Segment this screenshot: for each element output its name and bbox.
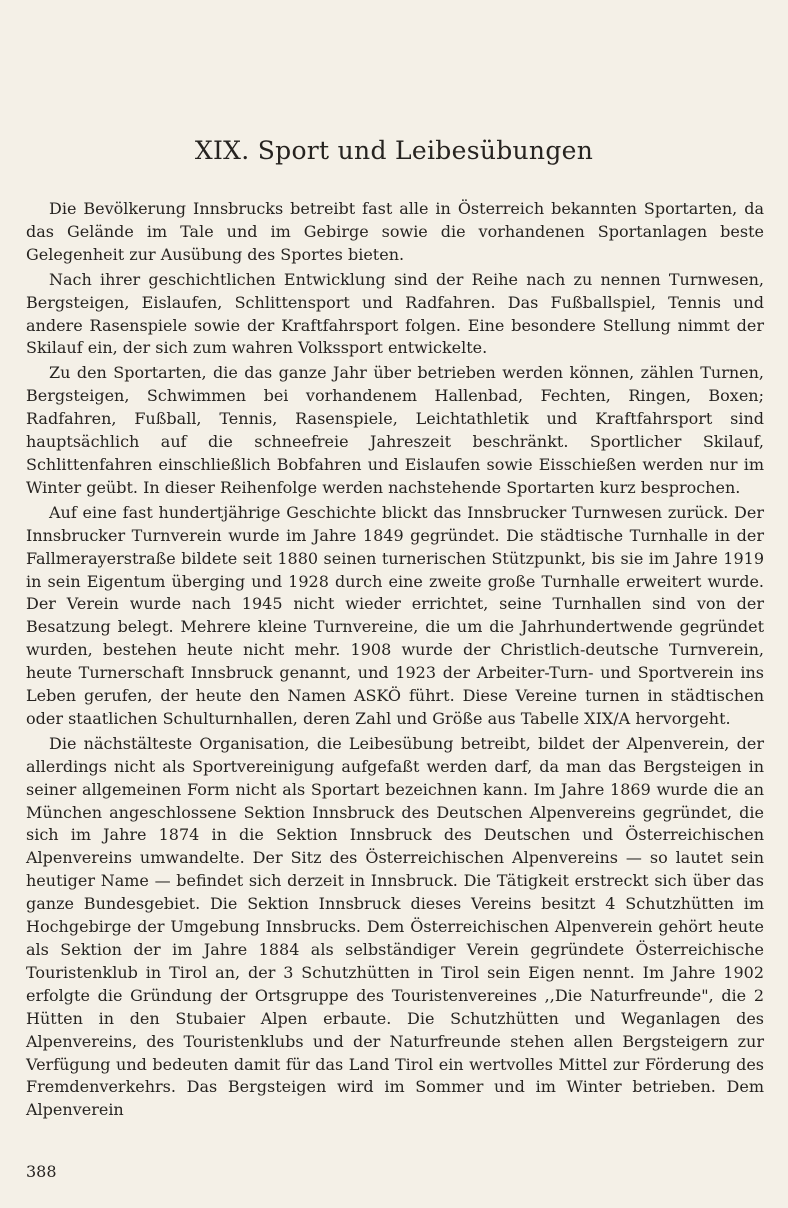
paragraph: Auf eine fast hundertjährige Geschichte blickt das Innsbrucker Turnwesen zurück. Der Innsbrucker Turnverein wurde im Jahre 1849 gegründet. Die städtische Turnhalle in der Fallmerayerstraße bildete seit 1880 seinen turnerischen Stützpunkt, bis sie im Jahre 1919 in sein Eigentum überging und 1928 durch eine zweite große Turnhalle erweitert wurde. Der Verein wurde nach 1945 nicht wieder errichtet, seine Turnhallen sind von der Besatzung belegt. Mehrere kleine Turnvereine, die um die Jahrhundertwende gegründet wurden, bestehen heute nicht mehr. 1908 wurde der Christlich-deutsche Turnverein, heute Turnerschaft Innsbruck genannt, und 1923 der Arbeiter-Turn- und Sportverein ins Leben gerufen, der heute den Namen ASKÖ führt. Diese Vereine turnen in städtischen oder staatlichen Schulturnhallen, deren Zahl und Größe aus Tabelle XIX/A hervorgeht. (26, 502, 764, 728)
paragraph: Nach ihrer geschichtlichen Entwicklung sind der Reihe nach zu nennen Turnwesen, Bergsteigen, Eislaufen, Schlittensport und Radfahren. Das Fußballspiel, Tennis und andere Rasenspiele sowie der Kraftfahrsport folgen. Eine besondere Stellung nimmt der Skilauf ein, der sich zum wahren Volkssport entwickelte. (26, 269, 764, 358)
chapter-heading: XIX. Sport und Leibesübungen (194, 136, 594, 165)
paragraph: Die nächstälteste Organisation, die Leibesübung betreibt, bildet der Alpenverein, der allerdings nicht als Sportvereinigung aufgefaßt werden darf, da man das Bergsteigen in seiner allgemeinen Form nicht als Sportart bezeichnen kann. Im Jahre 1869 wurde die an München angeschlossene Sektion Innsbruck des Deutschen Alpenvereins gegründet, die sich im Jahre 1874 in die Sektion Innsbruck des Deutschen und Österreichischen Alpenvereins umwandelte. Der Sitz des Österreichischen Alpenvereins — so lautet sein heutiger Name — befindet sich derzeit in Innsbruck. Die Tätigkeit erstreckt sich über das ganze Bundesgebiet. Die Sektion Innsbruck dieses Vereins besitzt 4 Schutzhütten im Hochgebirge der Umgebung Innsbrucks. Dem Österreichischen Alpenverein gehört heute als Sektion der im Jahre 1884 als selbständiger Verein gegründete Österreichische Touristenklub in Tirol an, der 3 Schutzhütten in Tirol sein Eigen nennt. Im Jahre 1902 erfolgte die Gründung der Ortsgruppe des Touristenvereines ,,Die Naturfreunde", die 2 Hütten in den Stubaier Alpen erbaute. Die Schutzhütten und Weganlagen des Alpenvereins, des Touristenklubs und der Naturfreunde stehen allen Bergsteigern zur Verfügung und bedeuten damit für das Land Tirol ein wertvolles Mittel zur Förderung des Fremdenverkehrs. Das Bergsteigen wird im Sommer und im Winter betrieben. Dem Alpenverein (26, 733, 764, 1120)
paragraph: Die Bevölkerung Innsbrucks betreibt fast alle in Österreich bekannten Sportarten, da das Gelände im Tale und im Gebirge sowie die vorhandenen Sportanlagen beste Gelegenheit zur Ausübung des Sportes bieten. (26, 199, 764, 264)
body-text (26, 198, 764, 1124)
paragraph: Zu den Sportarten, die das ganze Jahr über betrieben werden können, zählen Turnen, Bergsteigen, Schwimmen bei vorhandenem Hallenbad, Fechten, Ringen, Boxen; Radfahren, Fußball, Tennis, Rasenspiele, Leichtathletik und Kraftfahrsport sind hauptsächlich auf die schneefreie Jahreszeit beschränkt. Sportlicher Skilauf, Schlittenfahren einschließlich Bobfahren und Eislaufen sowie Eisschießen werden nur im Winter geübt. In dieser Reihenfolge werden nachstehende Sportarten kurz besprochen. (26, 363, 764, 497)
page-number: 388 (26, 1162, 57, 1181)
show-through-text (30, 8, 770, 88)
